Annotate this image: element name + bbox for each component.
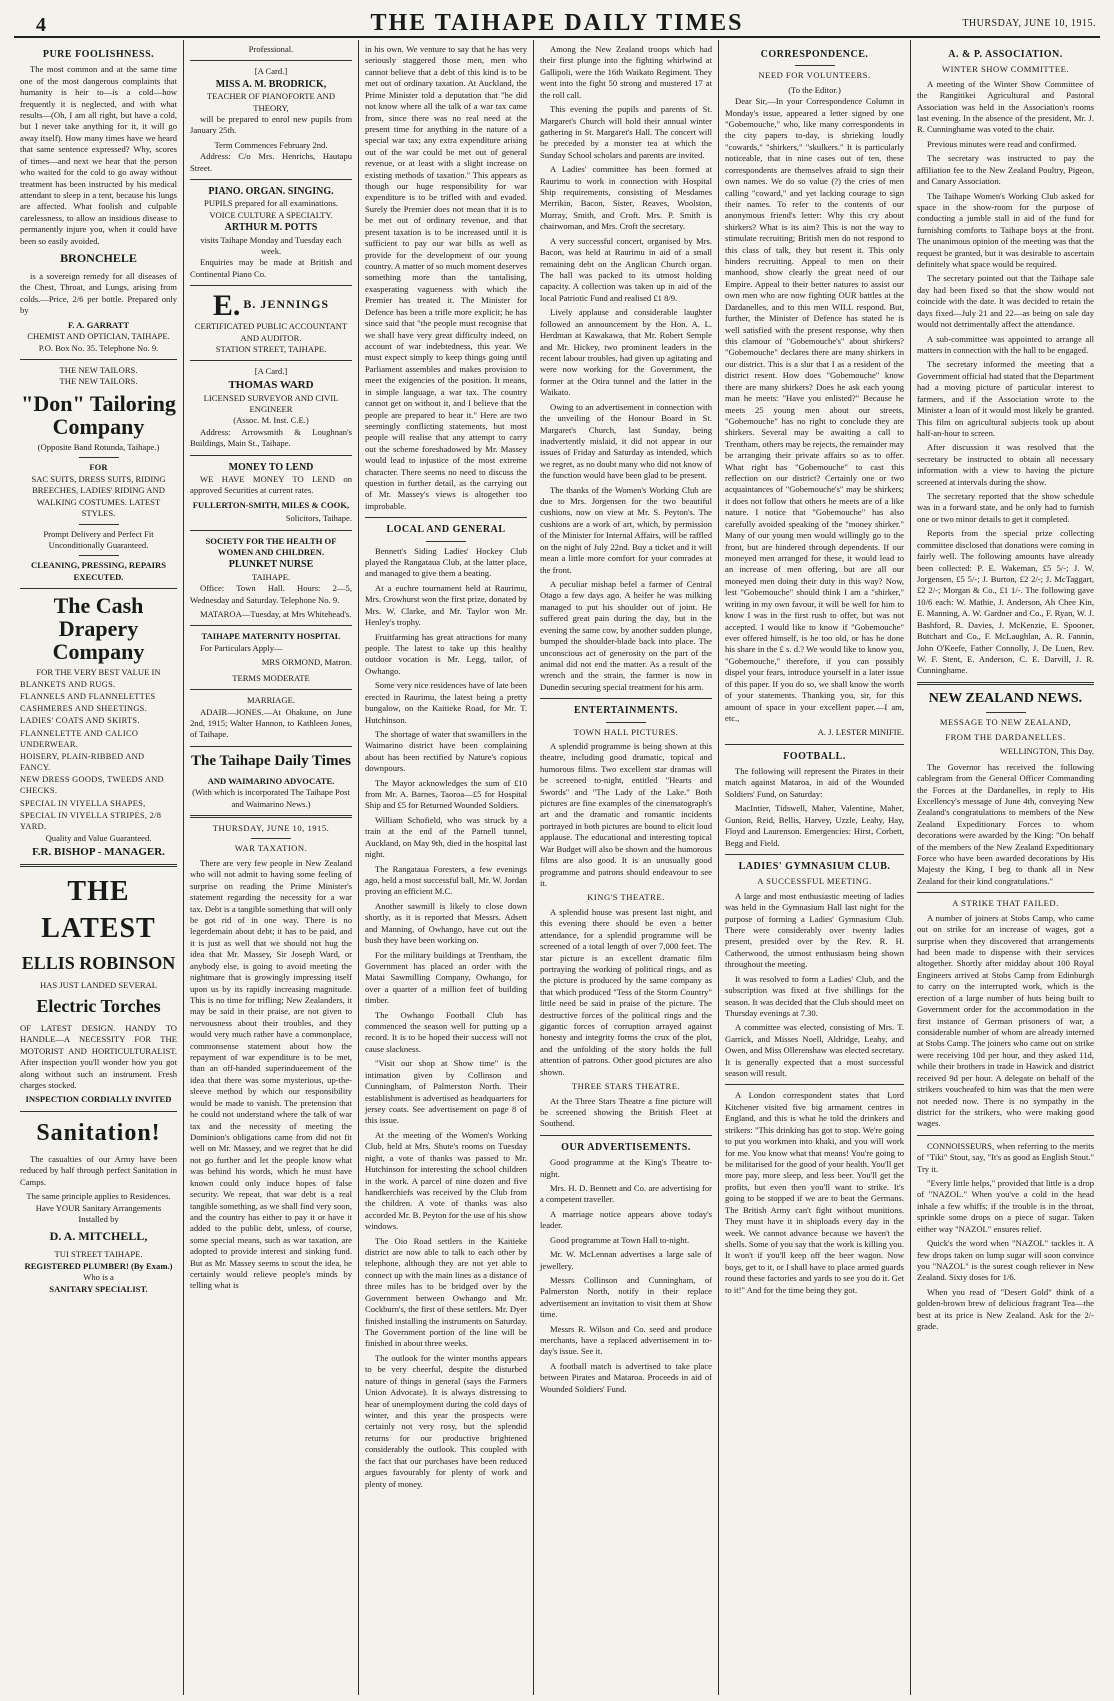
list-item: BLANKETS AND RUGS. xyxy=(20,679,116,689)
ward-name: THOMAS WARD xyxy=(228,378,314,391)
ad-paragraph: "Every little helps," provided that little is a drop of "NAZOL." When you've a cold in the head inhale a few whiffs; if the trouble is in the throat, sprinkle some drops on a piece of sugar. Taken either way "NAZOL" ensures relief. xyxy=(917,1178,1094,1234)
potts-visits: visits Taihape Monday and Tuesday each week. xyxy=(200,234,342,256)
ad-paragraph: Messrs Collinson and Cunningham, of Palmerston North, notify in their replace advertisement an invitation to visit them at Show time. xyxy=(540,1274,712,1320)
ad-paragraph: CONNOISSEURS, when referring to the merits of "Tiki" Stout, say, "It's as good as English Stout." Try it. xyxy=(917,1140,1094,1174)
don-tailoring-title: "Don" Tailoring Company xyxy=(21,390,176,439)
our-advertisements-heading: OUR ADVERTISEMENTS. xyxy=(561,1141,691,1153)
divider xyxy=(190,360,352,361)
local-paragraph: The shortage of water that swamillers in the Waimarino district have been complaining about has been rectified by Nature's copious downpours. xyxy=(365,728,527,774)
divider xyxy=(20,588,177,589)
ad-paragraph: Quick's the word when "NAZOL" tackles it. A few drops taken on lump sugar will soon convince you "NAZOL" is the surest cough reliever in New Zealand. Sixty doses for 1/6. xyxy=(917,1238,1094,1283)
potts-enquiries: Enquiries may be made at British and Continental Piano Co. xyxy=(190,257,352,279)
cash-drapery-title: The Cash Drapery Company xyxy=(52,593,145,665)
column-6 xyxy=(911,40,1100,1695)
list-item: SPECIAL IN VIYELLA STRIPES, 2/8 YARD. xyxy=(20,810,162,831)
winter-show-heading: WINTER SHOW COMMITTEE. xyxy=(941,64,1070,75)
divider xyxy=(190,285,352,286)
divider xyxy=(917,892,1094,893)
plunket-town: TAIHAPE. xyxy=(251,571,291,582)
divider xyxy=(365,517,527,518)
maternity-matron: MRS ORMOND, Matron. xyxy=(261,657,352,668)
kings-theatre-body: A splendid house was present last night, and this evening there should be even a better attendance, for a splendid programme will be screened of a total length of over 7,000 feet. The star picture is an excellent dramatic film portraying the working of political rings, and as the picture is produced by the same company as that which produced "Tess of the Storm Country" little need be said in praise of the picture. The destructive forces of the political rings and the gigantic forces of corruption arrayed against honesty and integrity forms the crux of the plot, and the unfolding of the story holds the full attention of patrons. Other good pictures are also shown. xyxy=(540,906,712,1077)
divider xyxy=(79,524,119,525)
column-4 xyxy=(534,40,719,1695)
marriage-body: ADAIR—JONES.—At Ohakune, on June 2nd, 1915; Walter Hannon, to Kathleen Jones, of Taihape. xyxy=(190,706,352,740)
local-paragraph: The Mayor acknowledges the sum of £10 from Mr. A. Barnes, Taoroa—£5 for Hospital Ship and £5 for Returned Wounded Soldiers. xyxy=(365,777,527,811)
ap-paragraph: A meeting of the Winter Show Committee of the Rangitikei Agricultural and Pastoral Association was held in the Association's rooms last evening. In the absence of the president, Mr. J. R. Cunninghame was voted to the chair. xyxy=(917,78,1094,135)
maternity-terms: TERMS MODERATE xyxy=(232,672,310,683)
page-number: 4 xyxy=(36,14,46,36)
local-paragraph: "Visit our shop at Show time" is the intimation given by Collinson and Cunningham, of Palmerston North. Their establishment is advertised as headquarters for jersey coats. See advertisement on page 8 of this issue. xyxy=(365,1058,527,1126)
local-paragraph: The Rangataua Foresters, a few evenings ago, held a most successful ball, Mr. W. Jordan proving an efficient M.C. xyxy=(365,863,527,897)
local-paragraph: The outlook for the winter months appears to be very cheerful, despite the disturbed nature of things in general (says the Farmers Union Advocate). It is always distressing to hear of unemployment during the cold days of winter, and this year the prospects were certainly not very rosy, but the splendid returns for our productive brightened considerably the outlook. This coupled with the fact that our purchases have been reduced argues favourably for plenty of work and plenty of money. xyxy=(365,1352,527,1489)
fullerton-name: FULLERTON-SMITH, MILES & COOK, xyxy=(192,499,350,510)
football-heading: FOOTBALL. xyxy=(783,750,846,762)
bronchele-text: is a sovereign remedy for all diseases of the Chest, Throat, and Lungs, arising from colds.—Price, 2/6 per bottle. Prepared only by xyxy=(20,271,177,316)
war-taxation-body: There are very few people in New Zealand who will not admit to having some feeling of surprise on reading the Prime Minister's statement regarding the necessity for a war tax. Debt is a tangible something that will only be got rid of in one way. There is no legerdemain about debt; it has to be paid, and it is just as well that we should not hug the idea that Mr. Massey, Sir Joseph Ward, or anybody else, is going to avoid meeting the nightmare that is growingly impressing itself upon us by its rapidly increasing magnitude. This is no time for trifling; New Zealanders, it may be said in their praise, are not given to nervousness about their troubles, and they would very much rather have a commonplace, commonsense statement about how the repayment of war expenditure is to be met, than an off-handed superindueement of the idea that there was some mysterious, up-the-sleeve method by which our responsibility would be made to vanish. The pretension that he could not understand where the talk of war tax and the necessity of meeting the Dominion's obligations came from did not fit well on Mr. Massey, and we regret that he did not go further and let the people know what was behind his words, which he must have known could only induce hopes of false security. We repeat, that war debt is a real tangible something, as we shall find very soon, and the country has either to pay it or have it added to the public debt, unless, of course, some special means, such as war taxation, are adopted to provide interest and sinking fund. But as Mr. Massey seems to scout the idea, he certainly would relieve people's minds by telling what is xyxy=(190,857,352,1291)
jennings-header xyxy=(190,291,352,321)
mitchell-name: D. A. MITCHELL, xyxy=(49,1229,148,1244)
divider xyxy=(190,179,352,180)
kitchener-paragraph: A London correspondent states that Lord Kitchener visited five big armament centres in England, and this is what he told the drinkers and strikers: "This drinking has got to stop. We're going to put you workmen into khaki, and you will work for me. You know what that means! You're going to be militarised for the good of your health. You'll get more pay, more sleep, and less beer. You'll get the profits, but even then you'll want to strike. It's going to be stopped if we are to beat the Germans. The British Army can't fight without munitions. They must have it in shiploads every day in the week. We cannot advance because we haven't the shells. Some of you say that the work is killing you. It won't if you'll keep off the beer wagon. Now boys, get to it, or I shall have to place armed guards round these factories and yards to see you do it. Get to it!" And for the time being they got. xyxy=(725,1090,904,1295)
brodrick-role: TEACHER OF PIANOFORTE AND THEORY, xyxy=(206,91,336,113)
kings-theatre-heading: KING'S THEATRE. xyxy=(587,892,665,903)
ap-paragraph: The secretary informed the meeting that a Government official had stated that the Department had a moving picture of particular interest to farmers, and if the Association wrote to the Minister a loan of it would most likely be granted. This film on agricultural subjects took up about half-an-hour to screen. xyxy=(917,359,1094,438)
divider xyxy=(190,455,352,456)
cash-for: FOR THE VERY BEST VALUE IN xyxy=(36,667,161,678)
divider xyxy=(190,60,352,61)
masthead xyxy=(14,8,1100,38)
tailors-line-2: THE NEW TAILORS. xyxy=(59,376,138,387)
divider xyxy=(540,698,712,699)
fullerton-role: Solicitors, Taihape. xyxy=(285,513,352,524)
ad-paragraph: Good programme at Town Hall to-night. xyxy=(550,1234,690,1245)
sanitation-heading: Sanitation! xyxy=(36,1119,161,1146)
sanitation-same: The same principle applies to Residences. xyxy=(26,1191,171,1202)
divider xyxy=(725,1084,904,1085)
town-hall-body: A splendid programme is being shown at this theatre, including good dramatic, topical and humorous films. Two excellent star dramas will be screened to-night, entitled "Hearts and Swords" and "The Lady of the Lake." Both pictures are fine examples of the cinematograph's art and the dramatic and romantic incidents portrayed in both pictures are bound to elicit loud applause. The educational and interesting topical War Budget will also be shown and the humorous films are also good. It is an unusually good programme and patrons should endeavour to see it. xyxy=(540,740,712,888)
brodrick-address: Address: C/o Mrs. Henrichs, Hautapu Street. xyxy=(190,151,352,173)
bronchele-heading: BRONCHELE xyxy=(60,251,137,266)
plunket-heading: PLUNKET NURSE xyxy=(228,559,314,571)
entertainments-heading: ENTERTAINMENTS. xyxy=(574,705,678,717)
the-latest-heading: THE LATEST xyxy=(41,876,156,945)
column-2 xyxy=(184,40,359,1695)
local-paragraph: The Oio Road settlers in the Kaitieke district are now able to talk to each other by telephone, although they are not yet able to connect up with the main lines as a distance of three miles has to be bridged over by the Government between Owhango and Mr. Cockburn's, the first of these settlers. Mr. Dyer finished installing the instruments on Saturday. The Government portion of the line will be finished in about three weeks. xyxy=(365,1235,527,1349)
to-editor: (To the Editor.) xyxy=(788,84,841,95)
ellis-robinson-name: ELLIS ROBINSON xyxy=(21,952,176,973)
brodrick-term: Term Commences February 2nd. xyxy=(214,139,328,150)
nz-news-heading: NEW ZEALAND NEWS. xyxy=(928,690,1083,706)
brodrick-body: will be prepared to enrol new pupils from January 25th. xyxy=(190,113,352,136)
ap-paragraph: Reports from the special prize collecting committee disclosed that donations were coming in fairly well. The following amounts have already been collected: P. E. Wakeman, £5 5/-; J. W. Jorgensen, £5 5/-; J. Burton, £2 2/-; J. McTaggart, £2 2/-; Morgan & Co., £1 1/-. The following gave 10/6 each: W. Mathie, J. Anderson, Ah Chee Kin, E. Manning, A. W. Gardner and Co., F. Ryan, W. J. Bashford, R. Davies, J. McKenzie, E. Spooner, Butchart and Co., F. McLaughlan, A. R. Fannin, John O'Keefe, Father Connolly, J. De Luen, Rev. W. F. Stent, E. Anderson, C. E. Darvill, J. R. Cunninghame. xyxy=(917,528,1094,676)
ad-paragraph: Messrs R. Wilson and Co. seed and produce merchants, have a replaced advertisement in to-day's issue. See it. xyxy=(540,1323,712,1357)
news-paragraph: A peculiar mishap befel a farmer of Central Otago a few days ago. A heifer he was milking managed to put his shoulder out of joint. He suffered great pain during the day, but in the evening the same cow, by another sudden plunge, bumped the shoulder-blade back into place. The unconscious act of generosity on the part of the animal did not end the matter. As a result of the wrench and the strain, the farmer is now in Dunedin securing special treatment for his arm. xyxy=(540,578,712,692)
cash-items-list xyxy=(20,679,177,832)
ward-address: Address: Arrowsmith & Loughnan's Buildings, Main St., Taihape. xyxy=(190,426,352,449)
potts-heading: PIANO. ORGAN. SINGING. xyxy=(208,186,334,198)
news-paragraph: The thanks of the Women's Working Club are due to Mrs. Jorgensen for the two beautiful cushions, now on view at Mr. S. Peyton's. The cushions are a work of art, which, by permission of the Minister for Internal Affairs, will be raffled on the night of July 22nd. Buy a ticket and it will mean a little more comfort for your comrades at the front. xyxy=(540,484,712,575)
list-item: NEW DRESS GOODS, TWEEDS AND CHECKS. xyxy=(20,775,164,796)
mitchell-who: Who is a xyxy=(83,1272,114,1283)
local-paragraph: For the military buildings at Trentham, the Government has placed an order with the Matai Sawmilling Company, Owhango, for over a quarter of a million feet of building timber. xyxy=(365,949,527,1006)
divider xyxy=(725,854,904,855)
war-taxation-continued: in his own. We venture to say that he has very seriously staggered those men, men who cannot believe that a debt of this kind is to be met out of ordinary taxation. At Auckland, the Prime Minister told a deputation that "he did not know where all the talk of a war tax came from, since there was no real need at the present time for anything in the nature of a special war tax; any extra expenditure arising out of the war could be met out of general revenue, or at least with a slight increase on existing methods of taxation." This appears as though our huge responsibility for war expenditure is to be trifled with and evaded. Surely the Premier does not mean that it is to be met out of ordinary revenue, and that present taxation is to be increased until it is sufficient to pay our war bills as well as provide for the development of our young country. A matter of so much moment deserves something more than the tantalising, exasperating vagueness with which the Premier has treated it. The Minister for Defence has been a trifle more explicit; he has since said that "the people must recognise that we shall have very great difficulty indeed, on account of war indebtedness, this year. We must expect simply to keep things going until Parliament assembles and makes provision to meet the exigencies of the position. It means, in simple language, a war tax. The country cannot get on without it, and I believe that the people are prepared to bear it." Here are two seemingly conflicting statements, but most people will realise that any attempt to carry out the scheme foreshadowed by Mr. Massey would lead to injustice of the most extreme character. There seems no need to discuss the question in further detail, as the carrying out of Mr. Massey's views is altogether too improbable. xyxy=(365,44,527,511)
paper-incorporated: (With which is incorporated The Taihape Post and Waimarino News.) xyxy=(192,787,350,809)
divider xyxy=(20,864,177,867)
ap-paragraph: After discussion it was resolved that the secretary be instructed to obtain all necessary information with a view to having the picture screened at intervals during the show. xyxy=(917,442,1094,487)
dardanelles-heading: FROM THE DARDANELLES. xyxy=(945,731,1066,742)
sanitation-body: The casualties of our Army have been reduced by half through perfect Sanitation in Camps. xyxy=(20,1153,177,1187)
professional-heading: Professional. xyxy=(248,44,294,54)
list-item: SPECIAL IN VIYELLA SHAPES, xyxy=(20,798,146,808)
divider xyxy=(20,359,177,360)
plunket-office: Office: Town Hall. Hours: 2—5, Wednesday and Saturday. Telephone No. 9. xyxy=(190,583,352,605)
gymnasium-paragraph: A committee was elected, consisting of Mrs. T. Garrick, and Misses Noell, Aldridge, Leahy, and Owen, and Miss Ollerenshaw was elected secretary. It is generally expected that a most successful season will result. xyxy=(725,1022,904,1079)
news-paragraph: This evening the pupils and parents of St. Margaret's Church will hold their annual winter gathering in St. Margaret's Hall. The concert will be preceded by a monster tea at which the Sunday School scholars and parents are invited. xyxy=(540,104,712,160)
three-stars-heading: THREE STARS THEATRE. xyxy=(571,1081,681,1092)
ad-paragraph: Mr. W. McLennan advertises a large sale of jewellery. xyxy=(540,1249,712,1271)
football-team: MacIntier, Tidswell, Maher, Valentine, Maher, Gunion, Reid, Bellis, Harvey, Uzzle, Leahy, Hay, Floyd and Laurenson. Emergencies: Hirst, Corbett, Begg and Field. xyxy=(725,803,904,848)
local-paragraph: At the meeting of the Women's Working Club, held at Mrs. Shute's rooms on Tuesday night, a vote of thanks was passed to Mr. Hutchinson for interesting the school children in the work. A parcel of nine dozen and five handkerchiefs was received by the Club from the children. A vote of thanks was also accorded Mr. B. Peyton for the use of his show windows. xyxy=(365,1129,527,1232)
ap-paragraph: Previous minutes were read and confirmed. xyxy=(927,138,1077,149)
divider xyxy=(917,1135,1094,1136)
war-taxation-heading: WAR TAXATION. xyxy=(234,843,308,854)
divider xyxy=(540,1135,712,1136)
wellington-dateline: WELLINGTON, This Day. xyxy=(999,746,1094,757)
ap-paragraph: The secretary was instructed to pay the affiliation fee to the New Zealand Poultry, Pigeon, and Canary Association. xyxy=(917,153,1094,187)
brodrick-name: MISS A. M. BRODRICK, xyxy=(215,78,327,90)
potts-name: ARTHUR M. POTTS xyxy=(224,222,318,234)
newspaper-columns xyxy=(14,40,1100,1695)
correspondence-heading: CORRESPONDENCE. xyxy=(760,49,869,60)
message-heading: MESSAGE TO NEW ZEALAND, xyxy=(939,717,1072,728)
divider xyxy=(426,541,466,542)
divider xyxy=(190,625,352,626)
don-address: (Opposite Band Rotunda, Taihape.) xyxy=(37,441,160,452)
paper-name: The Taihape Daily Times xyxy=(191,752,351,769)
news-paragraph: A very successful concert, organised by Mrs. Bacon, was held at Raurimu in aid of a small remaining debt on the Anglican Church organ. The hall was packed to its utmost holding capacity. A collection was taken up in aid of the local Patriotic Fund and realised £1 8/9. xyxy=(540,235,712,303)
tailors-line-1: THE NEW TAILORS. xyxy=(59,364,138,375)
ad-paragraph: A football match is advertised to take place between Pirates and Mataroa. Proceeds in aid of Wounded Soldiers' Fund. xyxy=(540,1360,712,1394)
local-paragraph: Another sawmill is likely to close down shortly, as it is reported that Messrs. Adsett and Manning, of Owhango, have cut out the bush they have been working on. xyxy=(365,900,527,946)
don-prompt: Prompt Delivery and Perfect Fit Unconditionally Guaranteed. xyxy=(43,528,154,550)
ap-paragraph: A sub-committee was appointed to arrange all matters in connection with the hall to be engaged. xyxy=(917,333,1094,355)
strike-heading: A STRIKE THAT FAILED. xyxy=(952,898,1059,909)
inspection-invited: INSPECTION CORDIALLY INVITED xyxy=(25,1094,172,1105)
dateline: THURSDAY, JUNE 10, 1915. xyxy=(212,823,330,834)
ap-association-heading: A. & P. ASSOCIATION. xyxy=(948,49,1063,60)
divider xyxy=(917,682,1094,685)
foolishness-text: The most common and at the same time one of the most dangerous complaints that humanity is heir to—is a cold—how frequently it is neglected, and with what results—(Oh, I am all right, but have a cold, but I never take anything for it, it will go away itself). How many times have we heard that same sentence expressed? Why, scores of times—and next we hear that the person who waited for the cold to go away without treatment has been instructed by his medical attendant to sleep in a tent, because his lungs are affected. What foolish and culpable carelessness, to allow an insidious disease to permanently injure you, when it could have been so easily avoided. xyxy=(20,64,177,246)
card-label: [A Card.] xyxy=(254,66,288,77)
garratt-name: F. A. GARRATT xyxy=(67,319,130,330)
local-paragraph: Some very nice residences have of late been erected in Raurimu, the latest being a pretty bungalow, on the Kaitieke Road, for Mr. T. Hutchinson. xyxy=(365,680,527,725)
ward-assoc: (Assoc. M. Inst. C.E.) xyxy=(233,415,309,426)
football-body: The following will represent the Pirates in their match against Mataroa, in aid of the Wounded Soldiers' Fund, on Saturday: xyxy=(725,766,904,799)
divider xyxy=(190,689,352,690)
wellington-body: The Governor has received the following cablegram from the General Officer Commanding the Forces at the Dardanelles, in reply to His Excellency's message of June 4th, conveying New Zealand's congratulations to members of the New Zealand Expeditionary Forces to whom decorations were awarded by the King: "On behalf of the members of the New Zealand Expeditionary Force who have been awarded decorations by His Majesty the King, I beg to thank all in New Zealand for their kind congratulations." xyxy=(917,761,1094,886)
jennings-initial: E. xyxy=(212,289,241,323)
cash-quality: Quality and Value Guaranteed. xyxy=(45,833,152,844)
news-paragraph: Among the New Zealand troops which had their first plunge into the fighting whirlwind at Gallipoli, were the 16th Waikato Regiment. They went into the fight 50 strong and mustered 17 at the roll call. xyxy=(540,44,712,100)
divider xyxy=(190,815,352,818)
don-cleaning: CLEANING, PRESSING, REPAIRS EXECUTED. xyxy=(31,560,166,582)
list-item: FLANNELS AND FLANNELETTES xyxy=(20,692,156,702)
three-stars-body: At the Three Stars Theatre a fine picture will be screened showing the British Fleet at Southend. xyxy=(540,1095,712,1129)
electric-torches-heading: Electric Torches xyxy=(36,996,161,1017)
mitchell-registered: REGISTERED PLUMBER! (By Exam.) xyxy=(24,1260,173,1271)
divider xyxy=(795,65,835,66)
don-body: SAC SUITS, DRESS SUITS, RIDING BREECHES, LADIES' RIDING AND WALKING COSTUMES. LATEST STYLES. xyxy=(31,473,166,519)
divider xyxy=(725,744,904,745)
newspaper-title: THE TAIHAPE DAILY TIMES xyxy=(370,10,744,36)
list-item: CASHMERES AND SHEETINGS. xyxy=(20,704,148,714)
maternity-particulars: For Particulars Apply— xyxy=(200,642,283,653)
gymnasium-subheading: A SUCCESSFUL MEETING. xyxy=(757,876,872,887)
society-heading: SOCIETY FOR THE HEALTH OF WOMEN AND CHILDREN. xyxy=(205,535,337,558)
garratt-contact: P.O. Box No. 35. Telephone No. 9. xyxy=(38,342,159,353)
divider xyxy=(20,1111,177,1112)
ward-role: LICENSED SURVEYOR AND CIVIL ENGINEER xyxy=(203,392,339,414)
list-item: FLANNELETTE AND CALICO UNDERWEAR. xyxy=(20,728,139,749)
ap-paragraph: The Taihape Women's Working Club asked for space in the show-room for the purpose of conducting a jumble stall in aid of the fund for furnishing comforts to Taihape boys at the front. The unanimous opinion of the meeting was that the request be granted, but it was desirable to ascertain definitely what space would be required. xyxy=(917,190,1094,270)
ap-paragraph: The secretary reported that the show schedule was in a forward state, and he only had to furnish one or two minor details to get it completed. xyxy=(917,491,1094,524)
card-label: [A Card.] xyxy=(254,366,288,377)
divider xyxy=(986,712,1026,713)
paper-and: AND WAIMARINO ADVOCATE. xyxy=(207,775,335,786)
volunteers-heading: NEED FOR VOLUNTEERS. xyxy=(758,70,871,81)
don-for: FOR xyxy=(89,462,108,473)
ap-paragraph: The secretary pointed out that the Taihape sale day had been fixed so that the show would not coincide with the date. It was decided to retain the days fixed—July 21 and 22—as being on sale day would not detrimentally affect the attendance. xyxy=(917,273,1094,330)
marriage-heading: MARRIAGE. xyxy=(247,695,295,706)
ad-paragraph: A marriage notice appears above today's leader. xyxy=(540,1208,712,1231)
divider xyxy=(606,722,646,723)
potts-pupils: PUPILS prepared for all examinations. xyxy=(204,198,338,209)
local-paragraph: William Schofield, who was struck by a train at the end of the Parnell tunnel, Auckland, on May 9th, died in the hospital last night. xyxy=(365,814,527,860)
news-paragraph: A Ladies' committee has been formed at Raurimu to work in connection with Hospital Ship requirements, consisting of Mesdames Merrikin, Bacon, Sister, Reaves, Woolston, Murray, Smith, and Croft. Mrs. P. Smith is chairwoman, and Mrs. Croft the secretary. xyxy=(540,164,712,232)
column-3 xyxy=(359,40,534,1695)
ad-paragraph: Mrs. H. D. Bennett and Co. are advertising for a competent traveller. xyxy=(540,1182,712,1205)
letter-body: Dear Sir,—In your Correspondence Column in Monday's issue, appeared a letter signed by one "Gobemouche," who, like many correspondents in the city papers to-day, is shrieking loudly "cowards," "shirkers," "skulkers." It is particularly noticeable, that in nine cases out of ten, these correspondents are themselves afraid to sign their own names. We do so value (?) the cries of men calling "coward," and yet lacking courage to sign their names. To refer to the contents of our anonymous friend's letter: Why this cry about shirkers? What is its aim? This is not the way to stimulate recruiting; British men do not respond to this class of talk, they but resent it. This only hinders recruiting. Appeal to men on their manhood, show clearly the great need of our Empire. Appeal to their better natures to assist our own men who are now fighting OUR battles at the Dardanelles, and to this men WILL respond. But, further, the Minister of Defence has stated he is well satisfied with the present response, why then this clamour of "Gobemouche's" about shirkers? "Gobemouche" declares there are many shirkers in our district. This is a slur that I as a resident of the district resent. How does "Gobemouche" know there are many shirkers? Does he ask each young man he meets: "Have you enlisted?" Because he meets 25 young men about our streets, "Gobemouche" has no right to conclude they are shirkers. Several may be awaiting a call to Trentham, others may be rejects, the remainder may be arranging their private affairs so as to offer. What right has "Gobemouche" to cast this reflection on our district? Certainly one or two acquaintances of "Gobemouche's" may be shirkers; it does not follow that others he meets are of a like nature. I notice that "Gobemouche" has also carefully avoided speaking of the "money shirker." Many of our young men would willingly go to the front, but are hindered through dependents. If our moneyed men arranged for these, it would lead to an increase of men offering, but are all our moneyed men doing their duty in this way? Now, lest "Gobemouche" should think I am a "shirker," writing in my own favour, it will be well for him to know I was in the first rush to offer, but was not accepted. I would like to know if "Gobemouche" ever offered himself, is he too old, or has he done his share in the £ s. d.? We would like to know you, "Gobemouche," therefore, if you can possibly dispel your fears, introduce yourself in a later issue of this paper. If you do so, we shall know the worth of your statements. Thanking you, sir, for this amount of space in your excellent paper.—I am, etc., xyxy=(725,96,904,723)
cash-manager: F.R. BISHOP - MANAGER. xyxy=(32,845,165,858)
column-5 xyxy=(719,40,911,1695)
local-general-heading: LOCAL AND GENERAL xyxy=(386,524,506,536)
news-paragraph: Owing to an advertisement in connection with the unveiling of the Honour Board in St. Margaret's Church, last Sunday, being inadvertently mislaid, it did not appear in our issues of Friday and Saturday as intended, which we regret, as no doubt many who did not know of the function would have been glad to be present. xyxy=(540,401,712,481)
torches-body: OF LATEST DESIGN. HANDY TO HANDLE—A NECESSITY FOR THE MOTORIST AND HORTICULTURALIST. After inspection you'll wonder how you got along without such an instrument. Fresh charges stocked. xyxy=(20,1022,177,1091)
potts-voice: VOICE CULTURE A SPECIALTY. xyxy=(209,209,333,220)
divider xyxy=(251,838,291,839)
column-1 xyxy=(14,40,184,1695)
divider xyxy=(79,457,119,458)
town-hall-heading: TOWN HALL PICTURES. xyxy=(573,726,679,737)
local-paragraph: Fruitfarming has great attractions for many people. The latest to take up this healthy outdoor vocation is Mr. Legg, tailor, of Owhango. xyxy=(365,631,527,676)
local-paragraph: Bennett's Siding Ladies' Hockey Club played the Rangataua Club, at the latter place, and managed to give them a beating. xyxy=(365,545,527,579)
ellis-landed: HAS JUST LANDED SEVERAL xyxy=(39,979,158,990)
list-item: LADIES' COATS AND SKIRTS. xyxy=(20,716,140,726)
plunket-mataroa: MATAROA—Tuesday, at Mrs Whitehead's. xyxy=(200,609,352,620)
mitchell-address: TUI STREET TAIHAPE. xyxy=(54,1249,143,1260)
local-paragraph: The Owhango Football Club has commenced the season well for putting up a record. It is to be hoped their success will not cause slackness. xyxy=(365,1009,527,1054)
list-item: HOISERY, PLAIN-RIBBED AND FANCY. xyxy=(20,751,145,773)
gymnasium-paragraph: A large and most enthusiastic meeting of ladies was held in the Gymnasium Hall last night for the purpose of forming a Ladies' Gymnasium Club. There were considerably over twenty ladies present, presided over by the Rev. R. H. Catherwood, the utmost enthusiasm being shown throughout the meeting. xyxy=(725,890,904,970)
jennings-name: B. JENNINGS xyxy=(243,297,330,312)
strike-body: A number of joiners at Stobs Camp, who came out on strike for an increase of wages, got a surprise when they discovered that arrangements had been made to dispense with their services altogether. Shortly after midday about 100 Royal Engineers arrived at Stobs Camp from Edinburgh to carry on the interrupted work, which is the erection of a large number of huts being built to Government order for the accommodation in the first instance of German prisoners of war, a considerable number of whom are already interned at Stobs Camp. The joiners who came out on strike were receiving 10d per hour, and they asked 11d, while their brothers in trade in Hawick and district received 9d per hour. A delegate on behalf of the strikers voucheafed to him was that the men were not needed now. There is no sympathy in the district for the strikers, who were making good wages. xyxy=(917,912,1094,1129)
jennings-address: STATION STREET, TAIHAPE. xyxy=(215,344,327,355)
foolishness-heading: PURE FOOLISHNESS. xyxy=(42,49,155,60)
ad-paragraph: When you read of "Desert Gold" think of a golden-brown brew of delicious fragrant Tea—the best at its price is New Zealand. Ask for the 2/- grade. xyxy=(917,1286,1094,1332)
mitchell-specialist: SANITARY SPECIALIST. xyxy=(49,1283,148,1294)
jennings-role: CERTIFICATED PUBLIC ACCOUNTANT AND AUDITOR. xyxy=(194,321,348,343)
divider xyxy=(79,555,119,556)
divider xyxy=(190,746,352,747)
masthead-date: THURSDAY, JUNE 10, 1915. xyxy=(962,18,1096,29)
money-heading: MONEY TO LEND xyxy=(228,461,314,473)
local-paragraph: At a euchre tournament held at Raurimu, Mrs. Crowhurst won the first prize, donated by Mrs. W. Clarke, and Mr. Taylor won Mr. Henley's trophy. xyxy=(365,582,527,628)
gymnasium-paragraph: It was resolved to form a Ladies' Club, and the subscription was fixed at five shillings for the season. It was decided that the Club should meet on Thursday evenings at 7.30. xyxy=(725,973,904,1018)
maternity-heading: TAIHAPE MATERNITY HOSPITAL xyxy=(201,631,341,642)
sanitation-have: Have YOUR Sanitary Arrangements Installed by xyxy=(35,1202,162,1224)
ad-paragraph: Good programme at the King's Theatre to-night. xyxy=(540,1157,712,1179)
letter-signature: A. J. LESTER MINIFIE. xyxy=(817,727,904,738)
divider xyxy=(190,530,352,531)
garratt-role: CHEMIST AND OPTICIAN, TAIHAPE. xyxy=(27,331,170,342)
money-body: WE HAVE MONEY TO LEND on approved Securities at current rates. xyxy=(190,473,352,496)
news-paragraph: Lively applause and considerable laughter followed an announcement by the Hon. A. L. Herdman at Kawakawa, that Mr. Robert Semple and Mr. Hickey, two prominent leaders in the recent labour troubles, had given up agitating and were now working for the Government, the former at the Otira tunnel and the latter in the Waikato. xyxy=(540,307,712,398)
gymnasium-heading: LADIES' GYMNASIUM CLUB. xyxy=(738,861,891,873)
